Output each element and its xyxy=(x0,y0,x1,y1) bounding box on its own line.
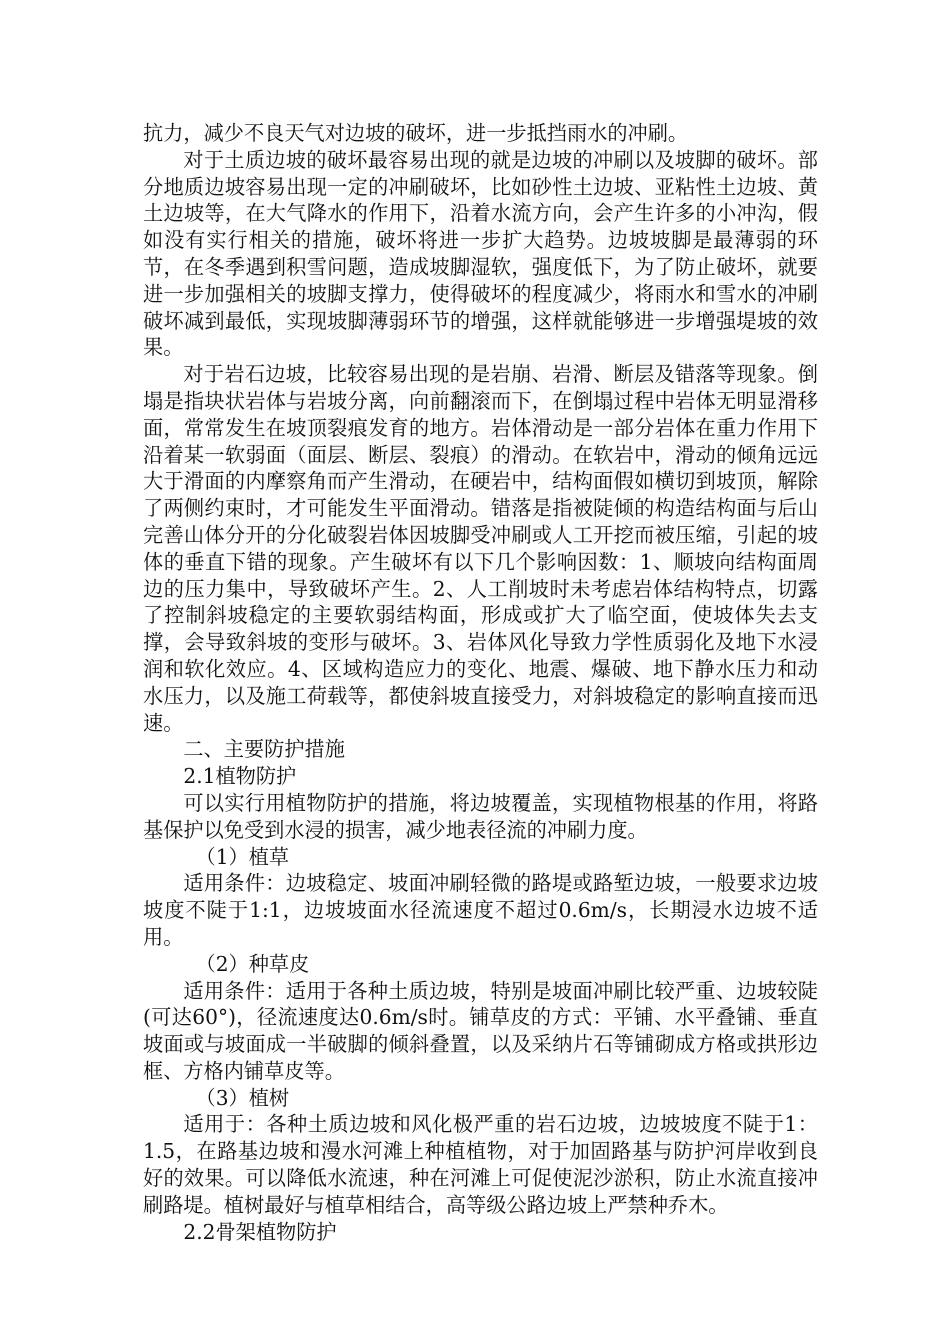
paragraph-soil-slope: 对于土质边坡的破坏最容易出现的就是边坡的冲刷以及坡脚的破坏。部分地质边坡容易出现一定的冲刷破坏，比如砂性土边坡、亚粘性土边坡、黄土边坡等，在大气降水的作用下，沿着水流方向，会产生许多的小冲沟，假如没有实行相关的措施，破坏将进一步扩大趋势。边坡坡脚是最薄弱的环节，在冬季遇到积雪问题，造成坡脚湿软，强度低下，为了防止破坏，就要进一步加强相关的坡脚支撑力，使得破坏的程度减少，将雨水和雪水的冲刷破坏减到最低，实现坡脚薄弱环节的增强，这样就能够进一步增强堤坡的效果。 xyxy=(143,147,818,360)
subsection-heading-frame-plant-protection: 2.2骨架植物防护 xyxy=(183,1219,337,1244)
section-heading-main-measures: 二、主要防护措施 xyxy=(183,737,345,762)
document-body xyxy=(143,120,818,1245)
paragraph-plant-protection: 可以实行用植物防护的措施，将边坡覆盖，实现植物根基的作用，将路基保护以免受到水浸的损害，减少地表径流的冲刷力度。 xyxy=(143,790,818,842)
paragraph-turf-conditions: 适用条件：适用于各种土质边坡，特别是坡面冲刷比较严重、边坡较陡(可达60°)，径流速度达0.6m/s时。铺草皮的方式：平铺、水平叠铺、垂直坡面或与坡面成一半破脚的倾斜叠置，以及采纳片石等铺砌成方格或拱形边框、方格内铺草皮等。 xyxy=(143,978,818,1083)
item-heading-turf: （2）种草皮 xyxy=(195,951,310,976)
paragraph-rock-slope: 对于岩石边坡，比较容易出现的是岩崩、岩滑、断层及错落等现象。倒塌是指块状岩体与岩坡分离，向前翻滚而下，在倒塌过程中岩体无明显滑移面，常常发生在坡顶裂痕发育的地方。岩体滑动是一部分岩体在重力作用下沿着某一软弱面（面层、断层、裂痕）的滑动。在软岩中，滑动的倾角远远大于滑面的内摩察角而产生滑动，在硬岩中，结构面假如横切到坡顶，解除了两侧约束时，才可能发生平面滑动。错落是指被陡倾的构造结构面与后山完善山体分开的分化破裂岩体因坡脚受冲刷或人工开挖而被压缩，引起的坡体的垂直下错的现象。产生破坏有以下几个影响因数：1、顺坡向结构面周边的压力集中，导致破坏产生。2、人工削坡时未考虑岩体结构特点，切露了控制斜坡稳定的主要软弱结构面，形成或扩大了临空面，使坡体失去支撑，会导致斜坡的变形与破坏。3、岩体风化导致力学性质弱化及地下水浸润和软化效应。4、区域构造应力的变化、地震、爆破、地下静水压力和动水压力，以及施工荷载等，都使斜坡直接受力，对斜坡稳定的影响直接而迅速。 xyxy=(143,362,818,735)
paragraph-continuation: 抗力，减少不良天气对边坡的破坏，进一步抵挡雨水的冲刷。 xyxy=(143,121,689,145)
subsection-heading-plant-protection: 2.1植物防护 xyxy=(183,764,297,789)
item-heading-trees: （3）植树 xyxy=(195,1085,290,1110)
paragraph-grass-conditions: 适用条件：边坡稳定、坡面冲刷轻微的路堤或路堑边坡，一般要求边坡坡度不陡于1:1，边坡坡面水径流速度不超过0.6m/s，长期浸水边坡不适用。 xyxy=(143,871,818,949)
paragraph-trees-conditions: 适用于：各种土质边坡和风化极严重的岩石边坡，边坡坡度不陡于1：1.5，在路基边坡和漫水河滩上种植植物，对于加固路基与防护河岸收到良好的效果。可以降低水流速，种在河滩上可促使泥沙淤积，防止水流直接冲刷路堤。植树最好与植草相结合，高等级公路边坡上严禁种乔木。 xyxy=(143,1112,818,1217)
item-heading-grass: （1）植草 xyxy=(195,844,290,869)
